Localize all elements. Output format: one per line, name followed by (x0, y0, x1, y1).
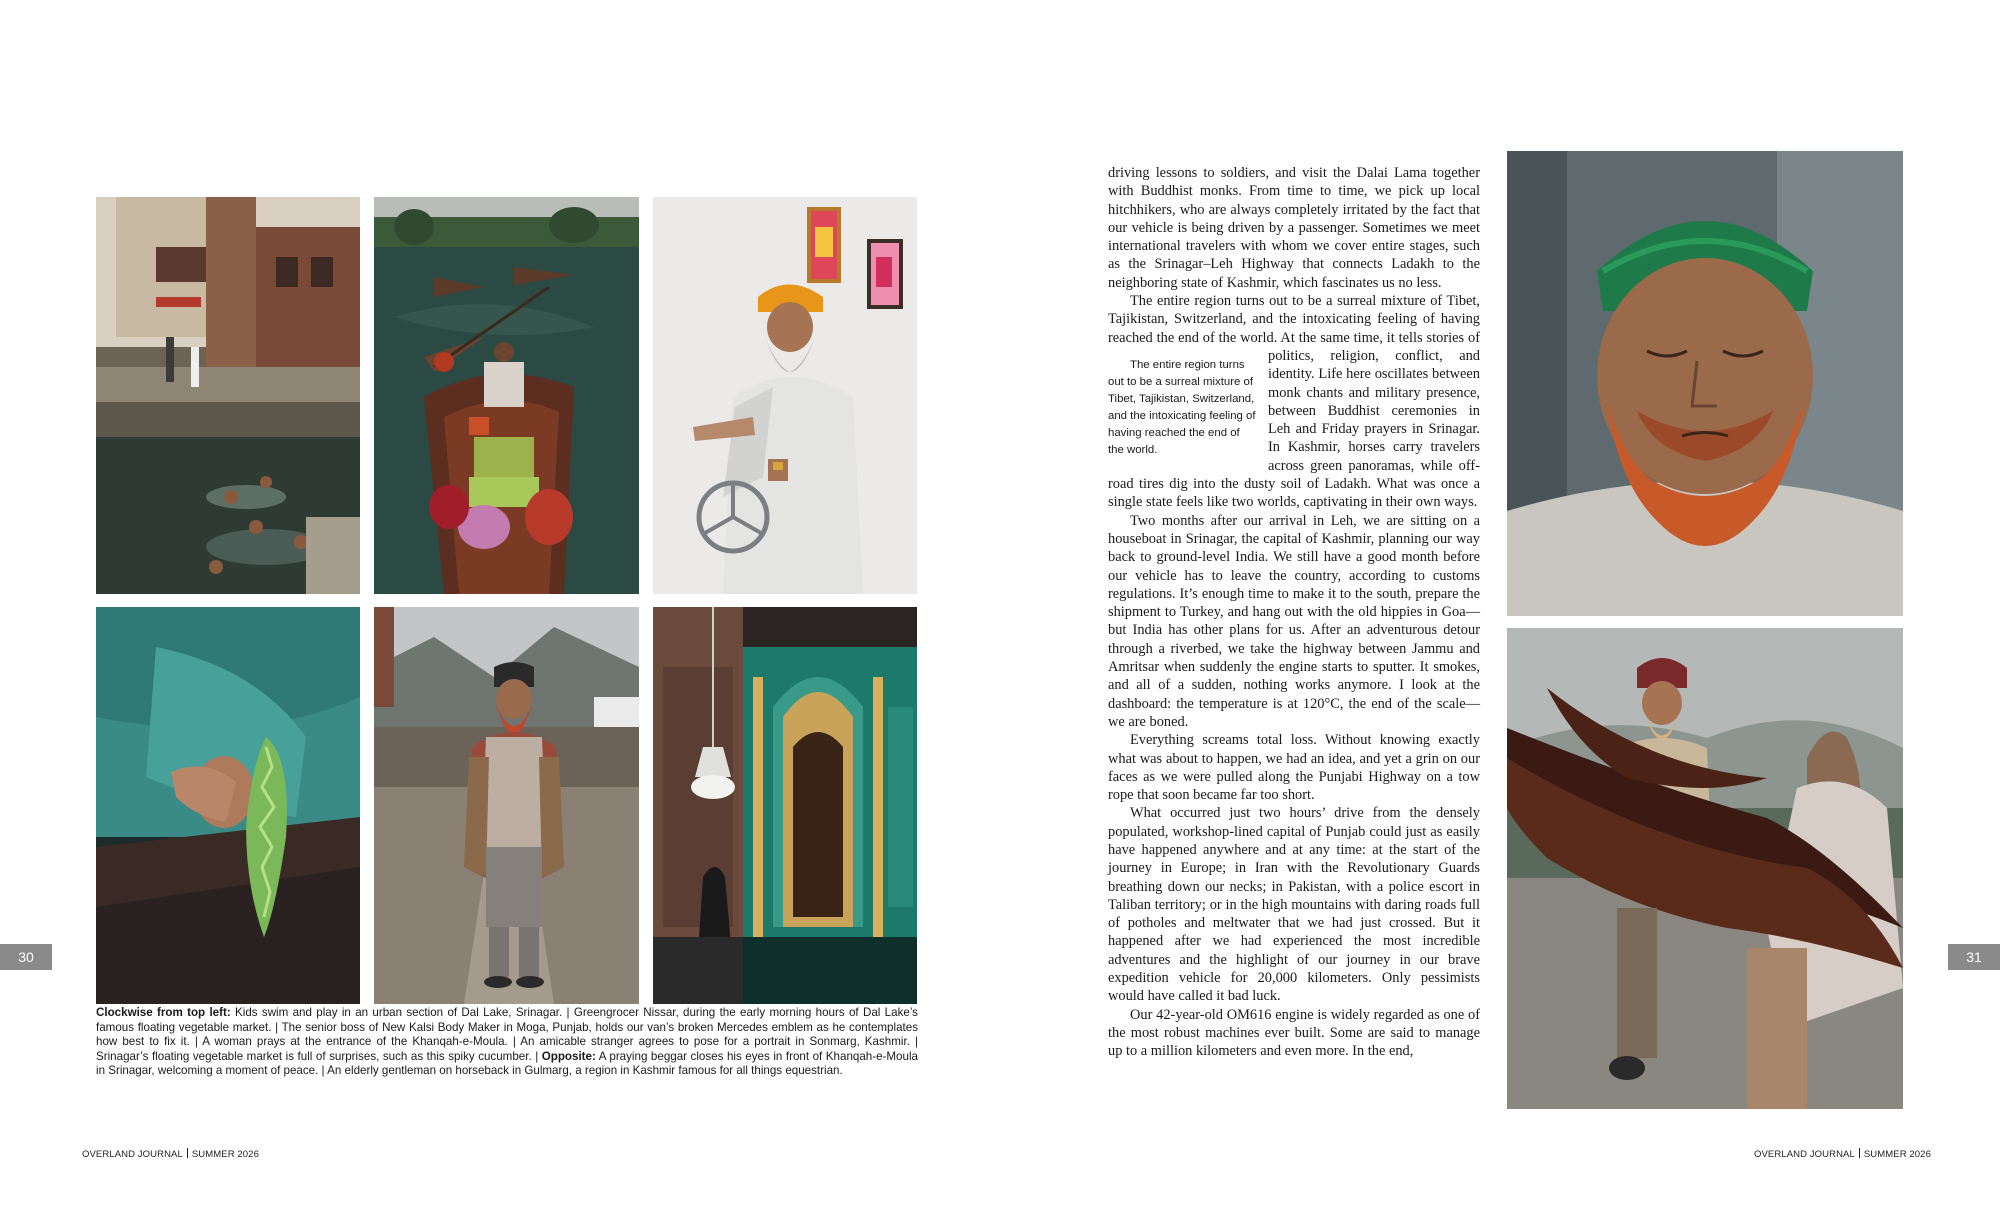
body-paragraph: Everything screams total loss. Without knowing exactly what was about to happen, we had an idea, and yet a grin on our faces as we were pulled along the Punjabi Highway on a tow rope that soon became far too short. (1108, 732, 1480, 804)
footer-divider (1859, 1148, 1860, 1158)
photo-man-with-mercedes-emblem (653, 197, 917, 594)
left-page-number: 30 (0, 944, 52, 970)
photo-stranger-sonmarg (374, 607, 639, 1004)
article-body (1108, 164, 1480, 1061)
footer-left-issue: SUMMER 2026 (191, 1149, 259, 1160)
photo-spiky-cucumber (96, 607, 360, 1004)
body-paragraph-part: stories of politics, religion, conflict, and identity. Life here oscillates between monk chants and military presence, between Buddhist ceremonies in Leh and Friday prayers in Srinagar. In Kashmir, horses carry travelers across green panoramas, while off-road tires dig into the dusty soil of Ladakh. What was once a single state feels like two worlds, captivating in their own ways. (1108, 329, 1480, 511)
right-page-number: 31 (1948, 944, 2000, 970)
photo-horseback-gulmarg (1507, 628, 1903, 1109)
body-paragraph-part: The entire region turns out to be a surreal mixture of Tibet, Tajikistan, Switzerland, and the intoxicating feeling of having reached the end of the world. At the same time, it tells (1108, 293, 1480, 346)
body-paragraph: driving lessons to soldiers, and visit the Dalai Lama together with Buddhist monks. From time to time, we pick up local hitchhikers, who are always completely irritated by the fact that our vehicle is being driven by a passenger. Sometimes we meet international travelers with whom we cover entire stages, such as the Srinagar–Leh Highway that connects Ladakh to the neighboring state of Kashmir, which fascinates us no less. (1108, 165, 1480, 291)
footer-right-magazine: OVERLAND JOURNAL (1754, 1149, 1855, 1160)
photo-khanqah-e-moula-entrance (653, 607, 917, 1004)
body-paragraph: What occurred just two hours’ drive from the densely populated, workshop-lined capital of Punjab could just as easily have happened anywhere and at any time: at the start of the journey in Europe; in Iran with the Revolutionary Guards breathing down our necks; in Pakistan, with a police escort in Taliban territory; or in the high mountains with daring roads full of potholes and meltwater that we had just crossed. But it happened after we had experienced the most incredible adventures and the highlight of our journey in our brave expedition vehicle for 20,000 kilometers. Only pessimists would have called it bad luck. (1108, 805, 1480, 1005)
caption-opposite-text: A praying beggar closes his eyes in front of Khanqah-e-Moula in Srinagar, welcoming a moment of peace. | An elderly gentleman on horseback in Gulmarg, a region in Kashmir famous for all things equestrian. (96, 1049, 918, 1078)
body-paragraph: Our 42-year-old OM616 engine is widely regarded as one of the most robust machines ever built. Some are said to manage up to a million kilometers and even more. In the end, (1108, 1006, 1480, 1060)
footer-left (82, 1148, 259, 1160)
footer-left-magazine: OVERLAND JOURNAL (82, 1149, 183, 1160)
photo-kids-swimming-dal-lake (96, 197, 360, 594)
caption-opposite-label: Opposite: (541, 1049, 596, 1063)
footer-right-issue: SUMMER 2026 (1863, 1149, 1931, 1160)
footer-divider (187, 1148, 188, 1158)
caption-lead-text: Kids swim and play in an urban section of Dal Lake, Srinagar. | Greengrocer Nissar, during the early morning hours of Dal Lake’s famous floating vegetable market. | The senior boss of New Kalsi Body Maker in Moga, Punjab, holds our van’s broken Mercedes emblem as he contemplates how best to fix it. | A woman prays at the entrance of the Khanqah-e-Moula. | An amicable stranger agrees to pose for a portrait in Sonmarg, Kashmir. | Srinagar’s floating vegetable market is full of surprises, such as this spiky cucumber. | (96, 1006, 918, 1063)
caption-lead-label: Clockwise from top left: (96, 1006, 231, 1019)
pull-quote: The entire region turns out to be a surreal mixture of Tibet, Tajikistan, Switzerland, and the intoxicating feeling of having reached the end of the world. (1108, 358, 1256, 456)
footer-right (1754, 1148, 1931, 1160)
photo-praying-beggar (1507, 151, 1903, 616)
body-paragraph (1108, 292, 1480, 512)
photo-floating-vegetable-market (374, 197, 639, 594)
photo-caption (96, 1006, 918, 1079)
body-paragraph: Two months after our arrival in Leh, we are sitting on a houseboat in Srinagar, the capital of Kashmir, planning our way back to ground-level India. We still have a good month before our vehicle has to leave the country, according to customs regulations. It’s enough time to make it to the south, prepare the shipment to Turkey, and hang out with the old hippies in Goa—but India has other plans for us. After an adventurous detour through a riverbed, we take the highway between Jammu and Amritsar when suddenly the engine starts to sputter. It smokes, and all of a sudden, nothing works anymore. I look at the dashboard: the temperature is at 120°C, the end of the scale—we are boned. (1108, 512, 1480, 730)
